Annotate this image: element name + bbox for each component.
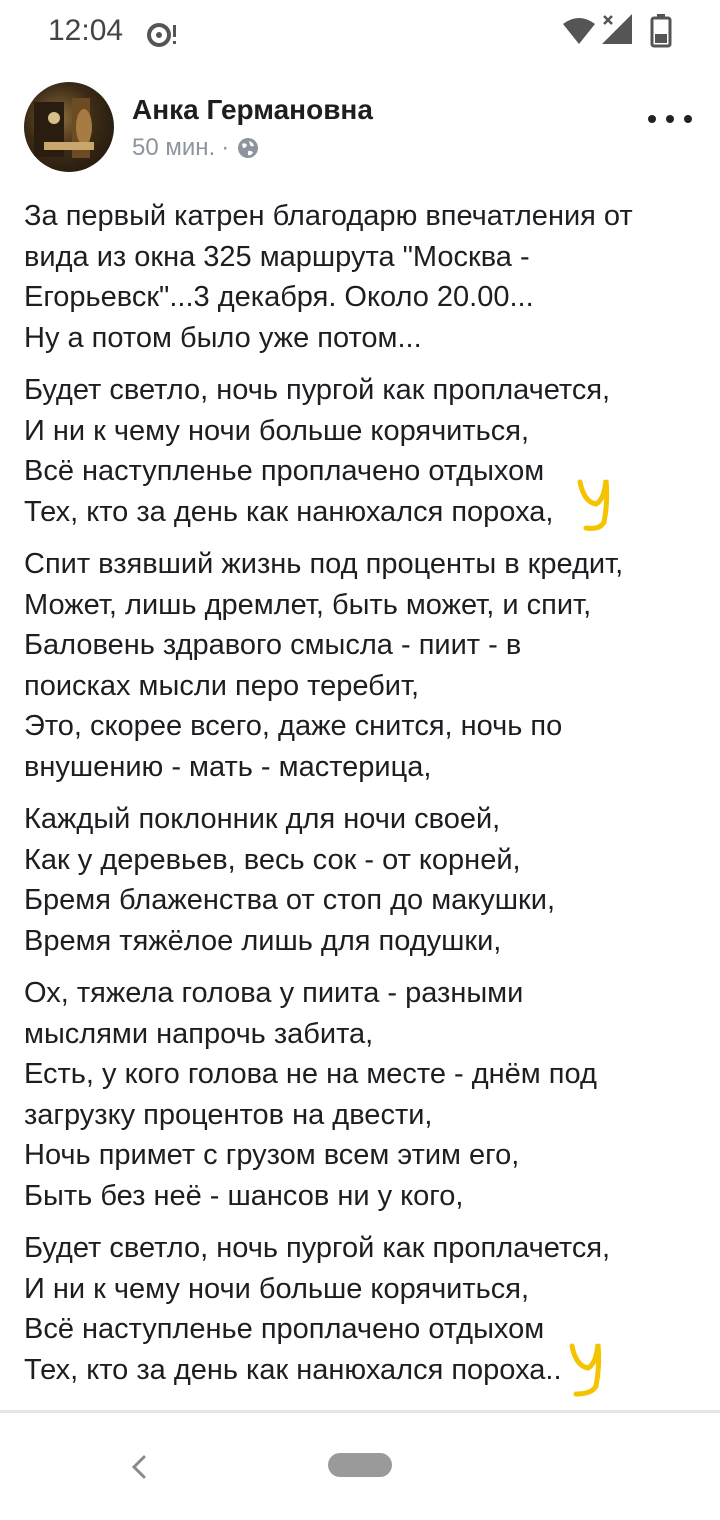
more-dot <box>684 115 692 123</box>
text-line: мыслями напрочь забита, <box>24 1017 374 1050</box>
text-line: внушению - мать - мастерица, <box>24 750 432 783</box>
paragraph <box>24 799 704 961</box>
text-line: Спит взявший жизнь под проценты в кредит, <box>24 548 624 580</box>
text-line: Егорьевск"...3 декабря. Около 20.00... <box>24 281 534 313</box>
text-line: Это, скорее всего, даже снится, ночь по <box>24 710 563 742</box>
notification-icon <box>146 22 180 48</box>
more-dot <box>666 115 674 123</box>
text-line: Каждый поклонник для ночи своей, <box>24 803 501 835</box>
text-line: И ни к чему ночи больше корячиться, <box>24 414 530 447</box>
post-header <box>0 76 720 186</box>
text-line: Ну а потом было уже потом... <box>24 321 422 354</box>
meta-separator: · <box>221 134 230 161</box>
home-pill[interactable] <box>328 1453 392 1477</box>
text-line: вида из окна 325 маршрута "Москва - <box>24 240 530 273</box>
text-line: Бремя блаженства от стоп до макушки, <box>24 884 556 916</box>
post-text <box>24 196 704 1402</box>
text-line: Баловень здравого смысла - пиит - в <box>24 629 522 661</box>
more-dot <box>648 115 656 123</box>
handwritten-mark <box>574 472 624 536</box>
post-meta <box>132 134 259 162</box>
globe-icon <box>237 137 259 159</box>
text-line: Быть без неё - шансов ни у кого, <box>24 1179 464 1212</box>
paragraph <box>24 196 704 358</box>
text-line: Ох, тяжела голова у пиита - разными <box>24 977 524 1009</box>
text-line: Может, лишь дремлет, быть может, и спит, <box>24 588 592 621</box>
text-line: Ночь примет с грузом всем этим его, <box>24 1139 520 1171</box>
status-bar <box>0 0 720 68</box>
text-line: Тех, кто за день как нанюхался пороха.. <box>24 1353 562 1386</box>
text-line: загрузку процентов на двести, <box>24 1098 433 1131</box>
text-line: И ни к чему ночи больше корячиться, <box>24 1272 530 1305</box>
text-line: Будет светло, ночь пургой как проплачется, <box>24 374 611 406</box>
text-line: Всё наступленье проплачено отдыхом <box>24 1313 545 1345</box>
avatar-image <box>24 82 114 172</box>
avatar[interactable] <box>24 82 114 172</box>
wifi-icon <box>562 16 596 46</box>
paragraph <box>24 544 704 787</box>
text-line: поисках мысли перо теребит, <box>24 669 420 702</box>
more-options-button[interactable] <box>648 104 692 134</box>
text-line: Будет светло, ночь пургой как проплачется, <box>24 1232 611 1264</box>
status-time: 12:04 <box>48 14 124 47</box>
post-time[interactable]: 50 мин. <box>132 134 216 161</box>
back-icon[interactable] <box>126 1453 154 1481</box>
signal-icon <box>600 14 634 46</box>
navigation-bar <box>0 1413 720 1520</box>
paragraph <box>24 973 704 1216</box>
text-line: Тех, кто за день как нанюхался пороха, <box>24 495 554 528</box>
text-line: За первый катрен благодарю впечатления от <box>24 200 633 232</box>
text-line: Есть, у кого голова не на месте - днём под <box>24 1058 597 1090</box>
battery-icon <box>650 14 672 48</box>
text-line: Всё наступленье проплачено отдыхом <box>24 455 545 487</box>
text-line: Время тяжёлое лишь для подушки, <box>24 924 502 957</box>
text-line: Как у деревьев, весь сок - от корней, <box>24 843 521 876</box>
author-name[interactable]: Анка Германовна <box>132 94 373 125</box>
handwritten-mark <box>566 1336 616 1400</box>
